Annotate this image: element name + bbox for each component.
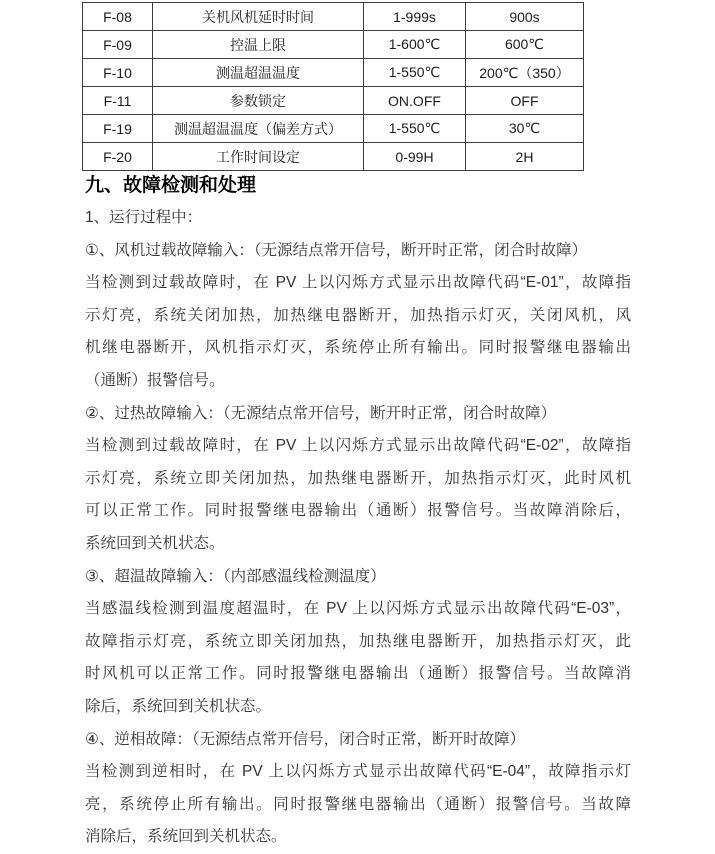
param-code-cell: F-19 [83,115,153,143]
paragraph-header-line: ①、风机过载故障输入：（无源结点常开信号，断开时正常，闭合时故障） [85,241,588,259]
param-code-cell: F-10 [83,59,153,87]
table-row [83,31,584,59]
intro-line: 1、运行过程中： [85,209,203,226]
table-row [83,87,584,115]
param-default-cell: 30℃ [466,115,584,143]
param-range-cell: 1-600℃ [364,31,466,59]
paragraph-line: 故障指示灯亮，系统立即关闭加热，加热继电器断开，加热指示灯灭，此 [85,632,631,650]
param-default-cell: 600℃ [466,31,584,59]
param-code-cell: F-08 [83,3,153,31]
parameter-table [82,2,584,171]
paragraph-line: 示灯亮，系统立即关闭加热，加热继电器断开，加热指示灯灭，此时风机 [85,469,631,487]
param-range-cell: 0-99H [364,143,466,171]
section-heading: 九、故障检测和处理 [85,175,257,196]
paragraph-line: 消除后，系统回到关机状态。 [85,828,287,846]
param-range-cell: ON.OFF [364,87,466,115]
paragraph-line: 当感温线检测到温度超温时，在 PV 上以闪烁方式显示出故障代码“E-03”， [85,600,631,618]
param-default-cell: 2H [466,143,584,171]
table-row [83,143,584,171]
paragraph-line: 示灯亮，系统关闭加热，加热继电器断开，加热指示灯灭，关闭风机，风 [85,306,631,324]
paragraph-header-line: ④、逆相故障：（无源结点常开信号，闭合时正常，断开时故障） [85,730,526,748]
param-name-cell: 关机风机延时时间 [153,3,364,31]
param-name-cell: 控温上限 [153,31,364,59]
paragraph-line: （通断）报警信号。 [85,371,225,389]
param-code-cell: F-11 [83,87,153,115]
paragraph-header-line: ③、超温故障输入：（内部感温线检测温度） [85,567,386,585]
paragraph-line: 当检测到逆相时，在 PV 上以闪烁方式显示出故障代码“E-04”，故障指示灯 [85,763,631,781]
paragraph-line: 除后，系统回到关机状态。 [85,697,272,715]
param-range-cell: 1-550℃ [364,59,466,87]
param-default-cell: 200℃（350） [466,59,584,87]
param-code-cell: F-20 [83,143,153,171]
param-name-cell: 工作时间设定 [153,143,364,171]
param-name-cell: 测温超温温度 [153,59,364,87]
param-range-cell: 1-999s [364,3,466,31]
table-row [83,59,584,87]
table-row [83,3,584,31]
param-default-cell: OFF [466,87,584,115]
param-default-cell: 900s [466,3,584,31]
param-range-cell: 1-550℃ [364,115,466,143]
param-name-cell: 测温超温温度（偏差方式） [153,115,364,143]
param-code-cell: F-09 [83,31,153,59]
paragraph-line: 时风机可以正常工作。同时报警继电器输出（通断）报警信号。当故障消 [85,665,631,683]
paragraph-line: 当检测到过载故障时，在 PV 上以闪烁方式显示出故障代码“E-02”，故障指 [85,437,631,455]
paragraph-header-line: ②、过热故障输入：（无源结点常开信号，断开时正常，闭合时故障） [85,404,557,422]
section-body [85,202,631,854]
fault-paragraphs [85,235,631,854]
table-row [83,115,584,143]
paragraph-line: 亮，系统停止所有输出。同时报警继电器输出（通断）报警信号。当故障 [85,795,631,813]
paragraph-line: 系统回到关机状态。 [85,534,225,552]
paragraph-line: 可以正常工作。同时报警继电器输出（通断）报警信号。当故障消除后， [85,502,631,520]
paragraph-line: 当检测到过载故障时，在 PV 上以闪烁方式显示出故障代码“E-01”，故障指 [85,274,631,292]
param-name-cell: 参数锁定 [153,87,364,115]
paragraph-line: 机继电器断开，风机指示灯灭，系统停止所有输出。同时报警继电器输出 [85,339,631,357]
